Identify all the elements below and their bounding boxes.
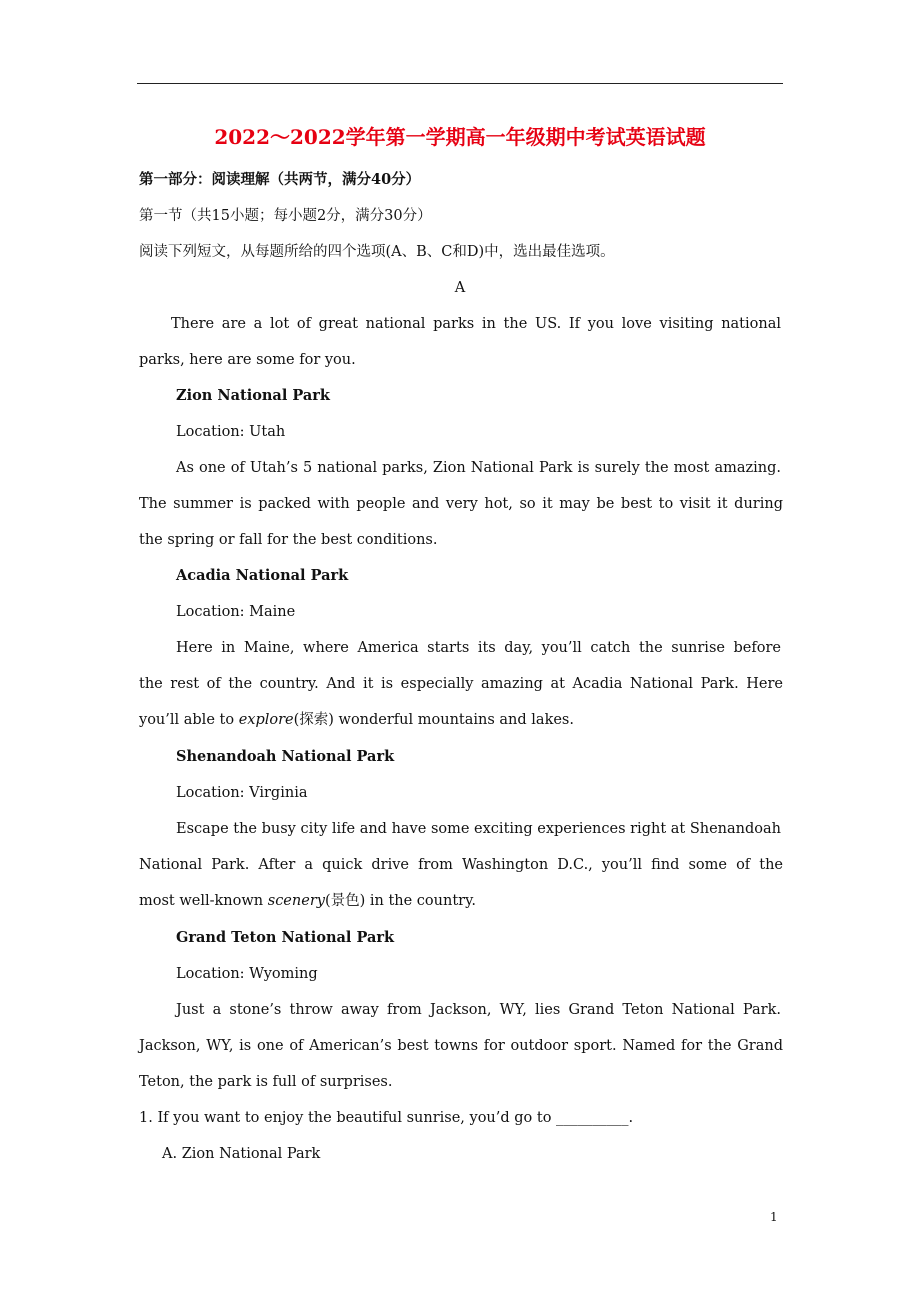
paragraph-line: Jackson, WY, is one of American’s best towns for outdoor sport. Named for the Grand	[139, 1038, 783, 1054]
intro-line: parks, here are some for you.	[139, 352, 356, 368]
page-number: 1	[770, 1210, 778, 1224]
paragraph-line: the spring or fall for the best conditions.	[139, 532, 438, 548]
text-segment: most well-known	[139, 893, 268, 909]
part-heading: 第一部分：阅读理解（共两节，满分40分）	[139, 171, 421, 188]
park-heading-acadia: Acadia National Park	[176, 567, 349, 584]
header-rule	[137, 83, 783, 84]
glossed-term: scenery	[267, 893, 325, 909]
section-heading: 第一节（共15小题；每小题2分，满分30分）	[139, 208, 432, 224]
park-location-shenandoah: Location: Virginia	[176, 785, 308, 801]
park-location-zion: Location: Utah	[176, 424, 286, 440]
paragraph-line: National Park. After a quick drive from Washington D.C., you’ll find some of the	[139, 857, 783, 873]
park-heading-zion: Zion National Park	[176, 387, 330, 404]
intro-line: There are a lot of great national parks in the US. If you love visiting national	[171, 316, 781, 332]
park-location-grand-teton: Location: Wyoming	[176, 966, 318, 982]
text-segment: (探索) wonderful mountains and lakes.	[293, 712, 574, 728]
paragraph-line: The summer is packed with people and very hot, so it may be best to visit it during	[139, 496, 783, 512]
text-segment: you’ll able to	[139, 712, 239, 728]
paragraph-line: Escape the busy city life and have some exciting experiences right at Shenandoah	[176, 821, 781, 837]
paragraph-line: the rest of the country. And it is especially amazing at Acadia National Park. Here	[139, 676, 783, 692]
paragraph-line: As one of Utah’s 5 national parks, Zion National Park is surely the most amazing.	[176, 460, 781, 476]
park-heading-grand-teton: Grand Teton National Park	[176, 929, 395, 946]
question-1: 1. If you want to enjoy the beautiful sunrise, you’d go to __________.	[139, 1110, 634, 1126]
instructions: 阅读下列短文，从每题所给的四个选项(A、B、C和D)中，选出最佳选项。	[139, 244, 615, 260]
paragraph-line: Here in Maine, where America starts its day, you’ll catch the sunrise before	[176, 640, 781, 656]
paragraph-line	[139, 891, 476, 911]
passage-label: A	[454, 280, 466, 296]
paragraph-line: Teton, the park is full of surprises.	[139, 1074, 393, 1090]
paragraph-line: Just a stone’s throw away from Jackson, WY, lies Grand Teton National Park.	[176, 1002, 781, 1018]
text-segment: (景色) in the country.	[324, 893, 476, 909]
park-heading-shenandoah: Shenandoah National Park	[176, 748, 395, 765]
paragraph-line	[139, 710, 574, 730]
question-1-option-a: A. Zion National Park	[162, 1146, 321, 1162]
page-title: 2022～2022学年第一学期高一年级期中考试英语试题	[214, 125, 706, 149]
park-location-acadia: Location: Maine	[176, 604, 296, 620]
glossed-term: explore	[238, 712, 294, 728]
